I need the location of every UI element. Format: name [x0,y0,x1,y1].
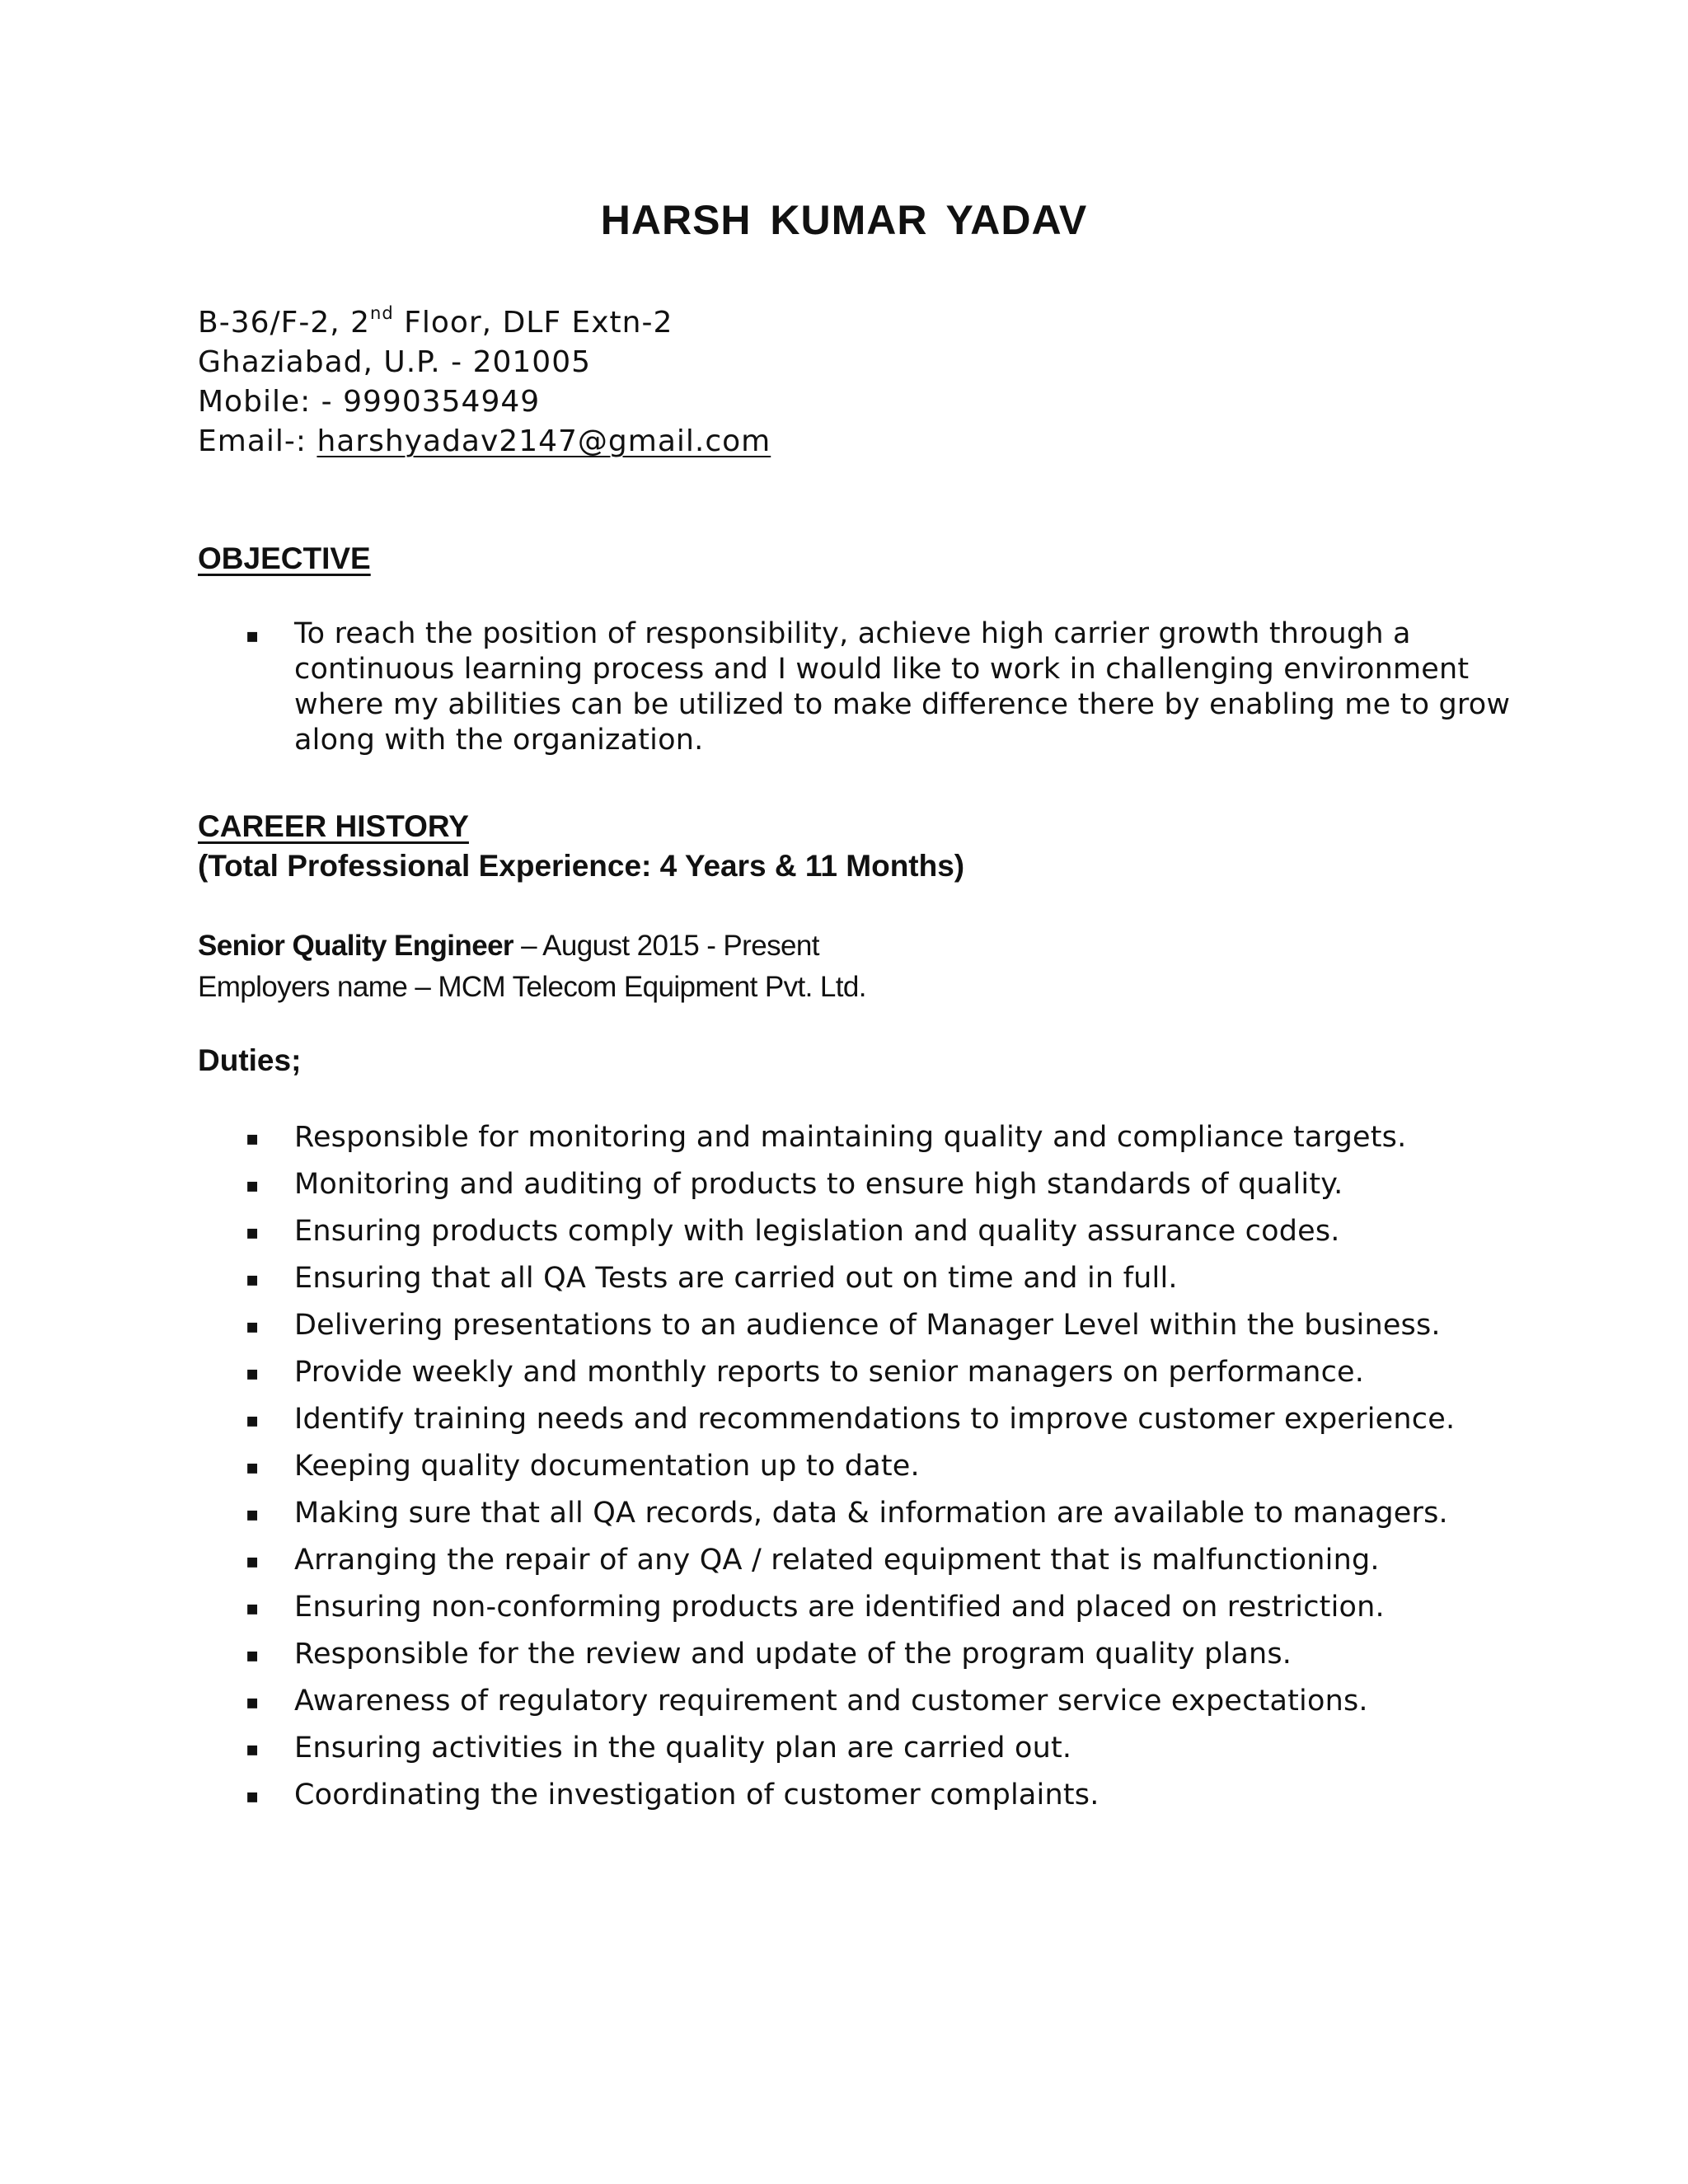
mobile-line [198,382,771,422]
employer-line: Employers name – MCM Telecom Equipment Pvt. Ltd. [198,971,866,1003]
bullet-square-icon: ▪ [246,1502,260,1526]
list-item [198,1166,1533,1202]
list-item [198,1448,1533,1484]
duty-text: Ensuring products comply with legislation and quality assurance codes. [294,1215,1340,1248]
duty-text: Provide weekly and monthly reports to senior managers on performance. [294,1356,1365,1389]
total-experience: (Total Professional Experience: 4 Years & 11 Months) [198,849,965,883]
address-line-1-suffix: Floor, DLF Extn-2 [393,306,673,340]
bullet-square-icon: ▪ [246,1221,260,1244]
bullet-square-icon: ▪ [246,1315,260,1338]
duties-heading: Duties; [198,1043,302,1077]
job-title-line [198,927,819,965]
bullet-square-icon: ▪ [246,1361,260,1385]
bullet-square-icon: ▪ [246,1596,260,1619]
email-link[interactable]: harshyadav2147@gmail.com [316,424,771,458]
duty-text: Responsible for the review and update of the program quality plans. [294,1638,1292,1671]
duty-text: Ensuring that all QA Tests are carried out on time and in full. [294,1262,1178,1295]
bullet-square-icon: ▪ [246,1784,260,1807]
objective-item-text: To reach the position of responsibility, achieve high carrier growth through a continuous learning process and I would like to work in challenging environment where my abilities can be utilized to make difference there by enabling me to grow along with the organization. [294,617,1511,757]
email-line [198,422,771,462]
duty-text: Identify training needs and recommendations to improve customer experience. [294,1403,1456,1436]
list-item [198,1213,1533,1249]
list-item [198,1730,1533,1766]
list-item [198,1495,1533,1531]
job-period: – August 2015 - Present [513,930,819,962]
job-title: Senior Quality Engineer [198,930,513,962]
list-item [198,1119,1533,1155]
bullet-square-icon: ▪ [246,1737,260,1760]
address-line-2: Ghaziabad, U.P. - 201005 [198,345,592,379]
list-item [198,1542,1533,1578]
address-ordinal-suffix: nd [370,303,394,323]
objective-item [198,616,1533,758]
duty-text: Keeping quality documentation up to date. [294,1450,920,1483]
list-item [198,1683,1533,1719]
bullet-square-icon: ▪ [246,1549,260,1572]
list-item [198,1636,1533,1672]
duty-text: Delivering presentations to an audience of Manager Level within the business. [294,1309,1441,1342]
mobile-number: 9990354949 [343,385,541,419]
list-item [198,1260,1533,1296]
bullet-square-icon: ▪ [246,1690,260,1713]
duty-text: Coordinating the investigation of customer complaints. [294,1779,1100,1811]
bullet-square-icon: ▪ [246,1455,260,1479]
address-line-1-prefix: B-36/F-2, 2 [198,306,371,340]
objective-list [198,616,1533,758]
bullet-square-icon: ▪ [246,624,260,647]
duty-text: Ensuring activities in the quality plan are carried out. [294,1732,1072,1765]
list-item [198,1401,1533,1437]
candidate-name: HARSH KUMAR YADAV [600,197,1088,243]
objective-heading: OBJECTIVE [198,541,371,575]
list-item [198,1589,1533,1625]
bullet-square-icon: ▪ [246,1127,260,1150]
duties-list [198,1119,1533,1824]
contact-block [198,303,771,462]
mobile-label: Mobile: - [198,385,344,419]
bullet-square-icon: ▪ [246,1268,260,1291]
bullet-square-icon: ▪ [246,1643,260,1666]
career-history-heading: CAREER HISTORY [198,809,469,843]
duty-text: Awareness of regulatory requirement and customer service expectations. [294,1685,1368,1718]
list-item [198,1354,1533,1390]
bullet-square-icon: ▪ [246,1408,260,1432]
duty-text: Making sure that all QA records, data & information are available to managers. [294,1497,1448,1530]
list-item [198,1307,1533,1343]
duty-text: Responsible for monitoring and maintaining quality and compliance targets. [294,1121,1407,1154]
address-line-1 [198,303,771,343]
list-item [198,1777,1533,1813]
duty-text: Ensuring non-conforming products are identified and placed on restriction. [294,1591,1385,1624]
duty-text: Arranging the repair of any QA / related equipment that is malfunctioning. [294,1544,1380,1577]
duty-text: Monitoring and auditing of products to ensure high standards of quality. [294,1168,1343,1201]
email-label: Email-: [198,424,317,458]
bullet-square-icon: ▪ [246,1174,260,1197]
